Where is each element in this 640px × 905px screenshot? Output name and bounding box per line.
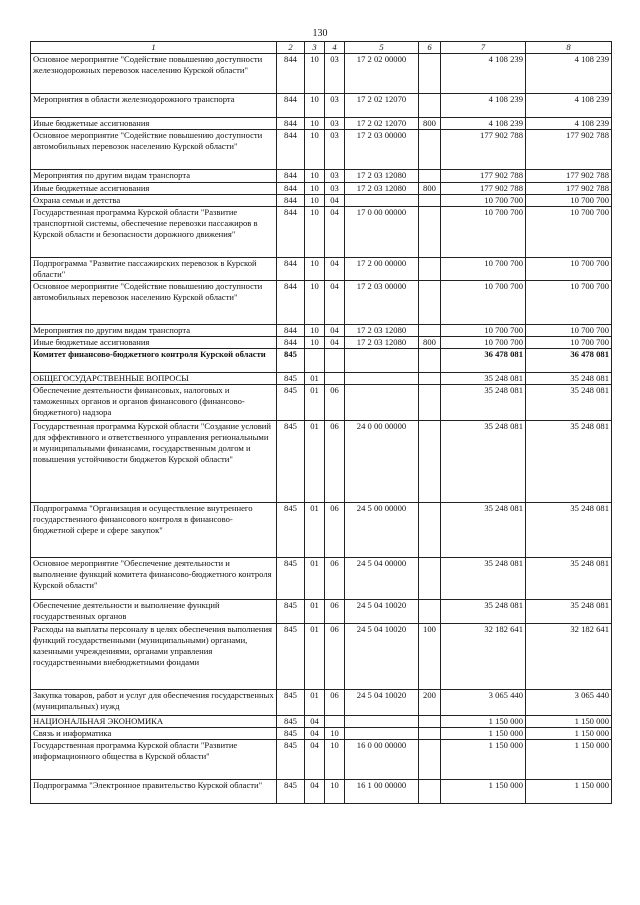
cell-amount-2: 10 700 700 — [526, 195, 612, 207]
cell-amount-1: 1 150 000 — [441, 780, 526, 804]
table-row — [31, 716, 612, 728]
cell-name: Основное мероприятие "Обеспечение деятельности и выполнение функций комитета финансово-бюджетного контроля Курской области" — [31, 558, 277, 600]
cell-name: Мероприятия по другим видам транспорта — [31, 325, 277, 337]
table-row — [31, 281, 612, 325]
cell-subsection: 10 — [325, 740, 345, 780]
header-row — [31, 42, 612, 54]
cell-amount-2: 10 700 700 — [526, 281, 612, 325]
cell-name: Иные бюджетные ассигнования — [31, 183, 277, 195]
cell-target-article: 17 2 02 12070 — [345, 118, 419, 130]
table-row — [31, 740, 612, 780]
cell-amount-1: 1 150 000 — [441, 716, 526, 728]
cell-ministry-code: 845 — [277, 558, 305, 600]
cell-amount-1: 1 150 000 — [441, 740, 526, 780]
table-row — [31, 600, 612, 624]
cell-subsection: 04 — [325, 325, 345, 337]
cell-expense-type: 200 — [419, 690, 441, 716]
cell-target-article — [345, 716, 419, 728]
cell-name: Мероприятия по другим видам транспорта — [31, 170, 277, 183]
cell-ministry-code: 845 — [277, 421, 305, 503]
cell-expense-type — [419, 716, 441, 728]
cell-section: 10 — [305, 183, 325, 195]
cell-target-article: 17 2 03 12080 — [345, 325, 419, 337]
cell-name: Основное мероприятие "Содействие повышению доступности железнодорожных перевозок населению Курской области" — [31, 54, 277, 94]
cell-name: Государственная программа Курской области "Развитие транспортной системы, обеспечение перевозки пассажиров в Курской области и безопасности дорожного движения" — [31, 207, 277, 258]
cell-name: Иные бюджетные ассигнования — [31, 118, 277, 130]
table-row — [31, 54, 612, 94]
cell-amount-2: 35 248 081 — [526, 421, 612, 503]
cell-target-article: 17 2 03 12080 — [345, 337, 419, 349]
cell-ministry-code: 844 — [277, 325, 305, 337]
cell-expense-type: 100 — [419, 624, 441, 690]
cell-name: Комитет финансово-бюджетного контроля Курской области — [31, 349, 277, 373]
cell-amount-1: 177 902 788 — [441, 183, 526, 195]
cell-section: 10 — [305, 325, 325, 337]
cell-section: 01 — [305, 624, 325, 690]
cell-name: Подпрограмма "Развитие пассажирских перевозок в Курской области" — [31, 258, 277, 281]
table-row — [31, 349, 612, 373]
table-row — [31, 94, 612, 118]
cell-subsection: 03 — [325, 118, 345, 130]
cell-amount-1: 10 700 700 — [441, 325, 526, 337]
cell-section: 01 — [305, 421, 325, 503]
cell-section: 10 — [305, 130, 325, 170]
table-row — [31, 780, 612, 804]
cell-section: 01 — [305, 503, 325, 558]
cell-expense-type — [419, 130, 441, 170]
cell-target-article — [345, 373, 419, 385]
cell-ministry-code: 844 — [277, 54, 305, 94]
cell-subsection: 04 — [325, 207, 345, 258]
cell-amount-1: 35 248 081 — [441, 385, 526, 421]
cell-amount-2: 1 150 000 — [526, 780, 612, 804]
cell-section: 10 — [305, 258, 325, 281]
cell-ministry-code: 844 — [277, 195, 305, 207]
cell-subsection: 06 — [325, 421, 345, 503]
cell-amount-1: 35 248 081 — [441, 421, 526, 503]
cell-amount-1: 10 700 700 — [441, 281, 526, 325]
cell-section: 10 — [305, 118, 325, 130]
cell-ministry-code: 845 — [277, 716, 305, 728]
cell-subsection: 06 — [325, 600, 345, 624]
cell-subsection: 06 — [325, 690, 345, 716]
cell-ministry-code: 845 — [277, 503, 305, 558]
cell-subsection: 03 — [325, 183, 345, 195]
cell-ministry-code: 845 — [277, 600, 305, 624]
cell-section: 01 — [305, 385, 325, 421]
cell-ministry-code: 844 — [277, 170, 305, 183]
cell-ministry-code: 845 — [277, 780, 305, 804]
table-row — [31, 118, 612, 130]
cell-section: 10 — [305, 54, 325, 94]
cell-target-article: 24 0 00 00000 — [345, 421, 419, 503]
cell-expense-type: 800 — [419, 118, 441, 130]
cell-ministry-code: 844 — [277, 183, 305, 195]
cell-name: Подпрограмма "Организация и осуществление внутреннего государственного финансового контроля в финансово-бюджетной сфере и сфере закупок" — [31, 503, 277, 558]
cell-name: Основное мероприятие "Содействие повышению доступности автомобильных перевозок населению Курской области" — [31, 281, 277, 325]
cell-ministry-code: 844 — [277, 118, 305, 130]
cell-target-article: 17 2 02 00000 — [345, 54, 419, 94]
cell-name: Закупка товаров, работ и услуг для обеспечения государственных (муниципальных) нужд — [31, 690, 277, 716]
cell-name: Государственная программа Курской области "Создание условий для эффективного и ответственного управления региональными и муниципальными финансами, государственным долгом и повышения устойчивости бюджетов Курской области" — [31, 421, 277, 503]
cell-subsection: 10 — [325, 780, 345, 804]
cell-name: НАЦИОНАЛЬНАЯ ЭКОНОМИКА — [31, 716, 277, 728]
table-row — [31, 558, 612, 600]
cell-amount-2: 35 248 081 — [526, 558, 612, 600]
cell-expense-type — [419, 349, 441, 373]
cell-section — [305, 349, 325, 373]
cell-amount-1: 10 700 700 — [441, 207, 526, 258]
cell-amount-1: 177 902 788 — [441, 170, 526, 183]
cell-name: Подпрограмма "Электронное правительство Курской области" — [31, 780, 277, 804]
cell-name: Обеспечение деятельности и выполнение функций государственных органов — [31, 600, 277, 624]
cell-target-article: 17 2 03 00000 — [345, 130, 419, 170]
cell-expense-type — [419, 207, 441, 258]
cell-target-article: 17 2 03 12080 — [345, 170, 419, 183]
table-row — [31, 130, 612, 170]
cell-amount-1: 1 150 000 — [441, 728, 526, 740]
cell-subsection: 06 — [325, 558, 345, 600]
cell-amount-2: 177 902 788 — [526, 183, 612, 195]
table-row — [31, 728, 612, 740]
cell-amount-1: 35 248 081 — [441, 503, 526, 558]
cell-subsection: 06 — [325, 624, 345, 690]
col-header-8: 8 — [526, 42, 612, 54]
cell-amount-1: 10 700 700 — [441, 195, 526, 207]
cell-ministry-code: 845 — [277, 373, 305, 385]
cell-amount-1: 3 065 440 — [441, 690, 526, 716]
cell-subsection: 04 — [325, 281, 345, 325]
cell-section: 10 — [305, 170, 325, 183]
cell-amount-2: 1 150 000 — [526, 716, 612, 728]
cell-amount-1: 35 248 081 — [441, 558, 526, 600]
table-row — [31, 170, 612, 183]
cell-section: 10 — [305, 207, 325, 258]
cell-subsection — [325, 716, 345, 728]
page-number: 130 — [312, 28, 328, 39]
cell-name: Связь и информатика — [31, 728, 277, 740]
cell-amount-2: 32 182 641 — [526, 624, 612, 690]
cell-section: 04 — [305, 728, 325, 740]
cell-target-article — [345, 728, 419, 740]
cell-section: 01 — [305, 690, 325, 716]
table-row — [31, 207, 612, 258]
cell-ministry-code: 844 — [277, 130, 305, 170]
cell-target-article: 17 2 02 12070 — [345, 94, 419, 118]
cell-target-article: 17 2 03 00000 — [345, 281, 419, 325]
cell-expense-type — [419, 281, 441, 325]
cell-subsection: 06 — [325, 385, 345, 421]
cell-amount-1: 4 108 239 — [441, 118, 526, 130]
cell-expense-type: 800 — [419, 337, 441, 349]
cell-ministry-code: 845 — [277, 690, 305, 716]
cell-name: Обеспечение деятельности финансовых, налоговых и таможенных органов и органов финансового (финансово-бюджетного) надзора — [31, 385, 277, 421]
cell-amount-2: 35 248 081 — [526, 385, 612, 421]
cell-expense-type — [419, 728, 441, 740]
cell-amount-2: 10 700 700 — [526, 207, 612, 258]
col-header-3: 3 — [305, 42, 325, 54]
cell-expense-type — [419, 258, 441, 281]
cell-expense-type — [419, 740, 441, 780]
cell-ministry-code: 844 — [277, 337, 305, 349]
cell-amount-2: 10 700 700 — [526, 258, 612, 281]
cell-target-article: 17 0 00 00000 — [345, 207, 419, 258]
cell-expense-type — [419, 54, 441, 94]
cell-section: 10 — [305, 195, 325, 207]
cell-section: 10 — [305, 94, 325, 118]
table-row — [31, 195, 612, 207]
cell-subsection: 10 — [325, 728, 345, 740]
cell-amount-1: 4 108 239 — [441, 54, 526, 94]
col-header-1: 1 — [31, 42, 277, 54]
cell-name: Государственная программа Курской области "Развитие информационного общества в Курской области" — [31, 740, 277, 780]
cell-ministry-code: 845 — [277, 728, 305, 740]
cell-subsection: 04 — [325, 337, 345, 349]
table-row — [31, 183, 612, 195]
table-row — [31, 624, 612, 690]
cell-ministry-code: 844 — [277, 94, 305, 118]
cell-ministry-code: 845 — [277, 349, 305, 373]
budget-table — [30, 41, 612, 804]
cell-section: 10 — [305, 337, 325, 349]
cell-name: ОБЩЕГОСУДАРСТВЕННЫЕ ВОПРОСЫ — [31, 373, 277, 385]
cell-section: 10 — [305, 281, 325, 325]
cell-section: 04 — [305, 780, 325, 804]
cell-target-article: 24 5 04 10020 — [345, 600, 419, 624]
col-header-7: 7 — [441, 42, 526, 54]
cell-name: Охрана семьи и детства — [31, 195, 277, 207]
table-row — [31, 258, 612, 281]
cell-amount-2: 177 902 788 — [526, 170, 612, 183]
cell-name: Основное мероприятие "Содействие повышению доступности автомобильных перевозок населению Курской области" — [31, 130, 277, 170]
cell-expense-type — [419, 503, 441, 558]
cell-section: 01 — [305, 600, 325, 624]
table-row — [31, 690, 612, 716]
cell-amount-2: 35 248 081 — [526, 600, 612, 624]
cell-target-article — [345, 195, 419, 207]
cell-expense-type — [419, 373, 441, 385]
cell-amount-2: 4 108 239 — [526, 94, 612, 118]
cell-target-article: 17 2 00 00000 — [345, 258, 419, 281]
cell-amount-2: 35 248 081 — [526, 373, 612, 385]
cell-amount-2: 35 248 081 — [526, 503, 612, 558]
cell-expense-type — [419, 94, 441, 118]
cell-ministry-code: 845 — [277, 385, 305, 421]
cell-subsection: 06 — [325, 503, 345, 558]
cell-expense-type — [419, 195, 441, 207]
col-header-2: 2 — [277, 42, 305, 54]
cell-section: 01 — [305, 558, 325, 600]
col-header-6: 6 — [419, 42, 441, 54]
cell-target-article: 24 5 04 10020 — [345, 624, 419, 690]
cell-section: 01 — [305, 373, 325, 385]
cell-amount-2: 36 478 081 — [526, 349, 612, 373]
cell-ministry-code: 844 — [277, 207, 305, 258]
table-row — [31, 373, 612, 385]
cell-name: Расходы на выплаты персоналу в целях обеспечения выполнения функций государственными (муниципальными) органами, казенными учреждениями, органами управления государственными внебюджетными фондами — [31, 624, 277, 690]
cell-amount-1: 10 700 700 — [441, 258, 526, 281]
cell-section: 04 — [305, 740, 325, 780]
cell-amount-1: 177 902 788 — [441, 130, 526, 170]
cell-target-article: 16 1 00 00000 — [345, 780, 419, 804]
cell-target-article: 24 5 04 00000 — [345, 558, 419, 600]
cell-subsection: 03 — [325, 94, 345, 118]
cell-amount-2: 3 065 440 — [526, 690, 612, 716]
cell-target-article: 24 5 00 00000 — [345, 503, 419, 558]
table-row — [31, 385, 612, 421]
cell-ministry-code: 845 — [277, 624, 305, 690]
cell-amount-2: 4 108 239 — [526, 54, 612, 94]
cell-amount-1: 4 108 239 — [441, 94, 526, 118]
cell-target-article: 16 0 00 00000 — [345, 740, 419, 780]
cell-target-article: 17 2 03 12080 — [345, 183, 419, 195]
cell-target-article — [345, 385, 419, 421]
cell-section: 04 — [305, 716, 325, 728]
table-row — [31, 337, 612, 349]
cell-amount-2: 1 150 000 — [526, 728, 612, 740]
cell-amount-2: 4 108 239 — [526, 118, 612, 130]
cell-amount-2: 10 700 700 — [526, 337, 612, 349]
cell-amount-2: 1 150 000 — [526, 740, 612, 780]
col-header-5: 5 — [345, 42, 419, 54]
cell-expense-type — [419, 600, 441, 624]
cell-subsection — [325, 349, 345, 373]
cell-name: Мероприятия в области железнодорожного транспорта — [31, 94, 277, 118]
cell-ministry-code: 845 — [277, 740, 305, 780]
cell-amount-2: 177 902 788 — [526, 130, 612, 170]
cell-ministry-code: 844 — [277, 281, 305, 325]
cell-expense-type — [419, 421, 441, 503]
cell-expense-type — [419, 558, 441, 600]
cell-expense-type — [419, 170, 441, 183]
cell-subsection: 04 — [325, 258, 345, 281]
cell-target-article: 24 5 04 10020 — [345, 690, 419, 716]
cell-expense-type: 800 — [419, 183, 441, 195]
table-row — [31, 503, 612, 558]
cell-expense-type — [419, 385, 441, 421]
table-row — [31, 421, 612, 503]
cell-name: Иные бюджетные ассигнования — [31, 337, 277, 349]
cell-amount-1: 36 478 081 — [441, 349, 526, 373]
cell-subsection: 04 — [325, 195, 345, 207]
cell-expense-type — [419, 325, 441, 337]
cell-amount-1: 35 248 081 — [441, 600, 526, 624]
cell-target-article — [345, 349, 419, 373]
cell-amount-1: 32 182 641 — [441, 624, 526, 690]
cell-ministry-code: 844 — [277, 258, 305, 281]
cell-subsection: 03 — [325, 170, 345, 183]
table-row — [31, 325, 612, 337]
cell-subsection — [325, 373, 345, 385]
cell-subsection: 03 — [325, 130, 345, 170]
cell-expense-type — [419, 780, 441, 804]
cell-amount-1: 10 700 700 — [441, 337, 526, 349]
col-header-4: 4 — [325, 42, 345, 54]
cell-amount-1: 35 248 081 — [441, 373, 526, 385]
cell-amount-2: 10 700 700 — [526, 325, 612, 337]
cell-subsection: 03 — [325, 54, 345, 94]
